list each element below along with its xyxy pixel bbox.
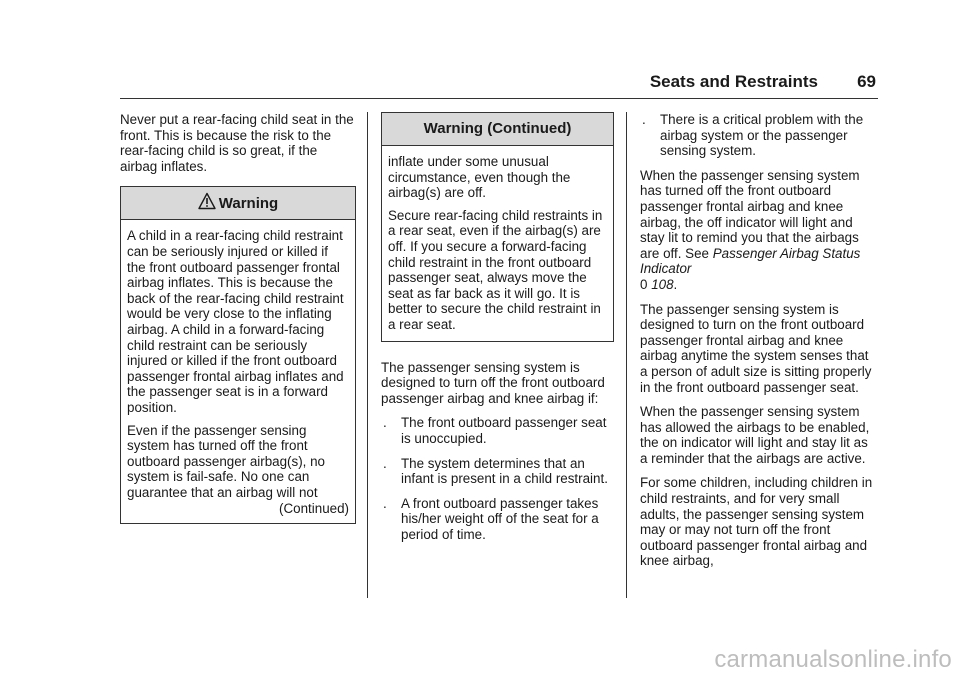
warning-triangle-icon: [198, 192, 216, 210]
header-rule: [120, 98, 878, 99]
watermark: carmanualsonline.info: [714, 646, 952, 673]
list-item: [640, 112, 878, 159]
warning-continued-paragraph-1: inflate under some unusual circumstance, even though the airbag(s) are off.: [388, 154, 571, 201]
list-item-text: The system determines that an infant is present in a child restraint.: [401, 455, 608, 487]
list-item: [381, 456, 614, 487]
off-indicator-paragraph: [640, 168, 878, 293]
cross-reference-link[interactable]: Passenger Airbag Status Indicator: [640, 245, 861, 277]
column-divider-2: [626, 112, 627, 598]
page-ref-arrow: 0: [640, 276, 648, 292]
intro-paragraph: Never put a rear-facing child seat in the front. This is because the risk to the rear-facing child is so great, if the airbag inflates.: [120, 112, 354, 174]
on-indicator-paragraph: When the passenger sensing system has allowed the airbags to be enabled, the on indicator will light and stay lit as a reminder that the airbags are active.: [640, 404, 870, 466]
bullet-mark: .: [383, 415, 387, 431]
column-3: [640, 112, 878, 578]
warning-paragraph-1: A child in a rear-facing child restraint can be seriously injured or killed if the front outboard passenger frontal airbag inflates. This is because the back of the rear-facing child restraint would be very close to the inflating airbag. A child in a forward-facing child restraint can be seriously injured or killed if the front outboard passenger frontal airbag inflates and the passenger seat is in a forward position.: [127, 228, 344, 415]
bullet-mark: .: [383, 495, 387, 511]
warning-title: Warning: [218, 194, 279, 212]
list-item: [381, 415, 614, 446]
warning-continued-header: Warning (Continued): [382, 113, 613, 146]
section-title: Seats and Restraints: [649, 72, 818, 91]
sensing-paragraph: The passenger sensing system is designed to turn off the front outboard passenger airbag and knee airbag if:: [381, 359, 605, 406]
off-indicator-text: When the passenger sensing system has turned off the front outboard passenger frontal airbag and knee airbag, the off indicator will light and stay lit to remind you that the airbags are off. See: [640, 167, 860, 261]
bullet-mark: .: [383, 455, 387, 471]
continued-label: (Continued): [279, 501, 349, 517]
warning-continued-paragraph-2: Secure rear-facing child restraints in a rear seat, even if the airbag(s) are off. If you secure a forward-facing child restraint in the front outboard passenger seat, always move the seat as far back as it will go. It is better to secure the child restraint in a rear seat.: [388, 207, 603, 332]
warning-continued-box: [381, 112, 614, 342]
page-header: [120, 70, 878, 100]
list-item: [381, 496, 614, 543]
sentence-end: .: [673, 276, 678, 292]
warning-body: [121, 220, 355, 523]
turn-on-paragraph: The passenger sensing system is designed to turn on the front outboard passenger frontal airbag and knee airbag anytime the system senses that a person of adult size is sitting properly in the front outboard passenger seat.: [640, 301, 872, 395]
bullet-mark: .: [642, 112, 646, 127]
children-paragraph: For some children, including children in child restraints, and for very small adults, the passenger sensing system may or may not turn off the front outboard passenger frontal airbag and knee airbag,: [640, 475, 873, 569]
list-item-text: A front outboard passenger takes his/her weight off of the seat for a period of time.: [401, 495, 599, 542]
list-item-text: The front outboard passenger seat is unoccupied.: [401, 415, 607, 446]
warning-continued-body: [382, 146, 613, 341]
warning-header: [121, 187, 355, 220]
warning-box: [120, 186, 356, 524]
cross-reference-page[interactable]: 108: [651, 276, 674, 292]
column-1: [120, 112, 356, 524]
warning-paragraph-2: Even if the passenger sensing system has turned off the front outboard passenger airbag(s), no system is fail-safe. No one can guarantee that an airbag will not: [127, 422, 326, 500]
page-number: 69: [857, 72, 876, 91]
column-divider-1: [367, 112, 368, 598]
list-item-text: There is a critical problem with the airbag system or the passenger sensing system.: [660, 112, 864, 159]
column-2: [381, 112, 614, 551]
